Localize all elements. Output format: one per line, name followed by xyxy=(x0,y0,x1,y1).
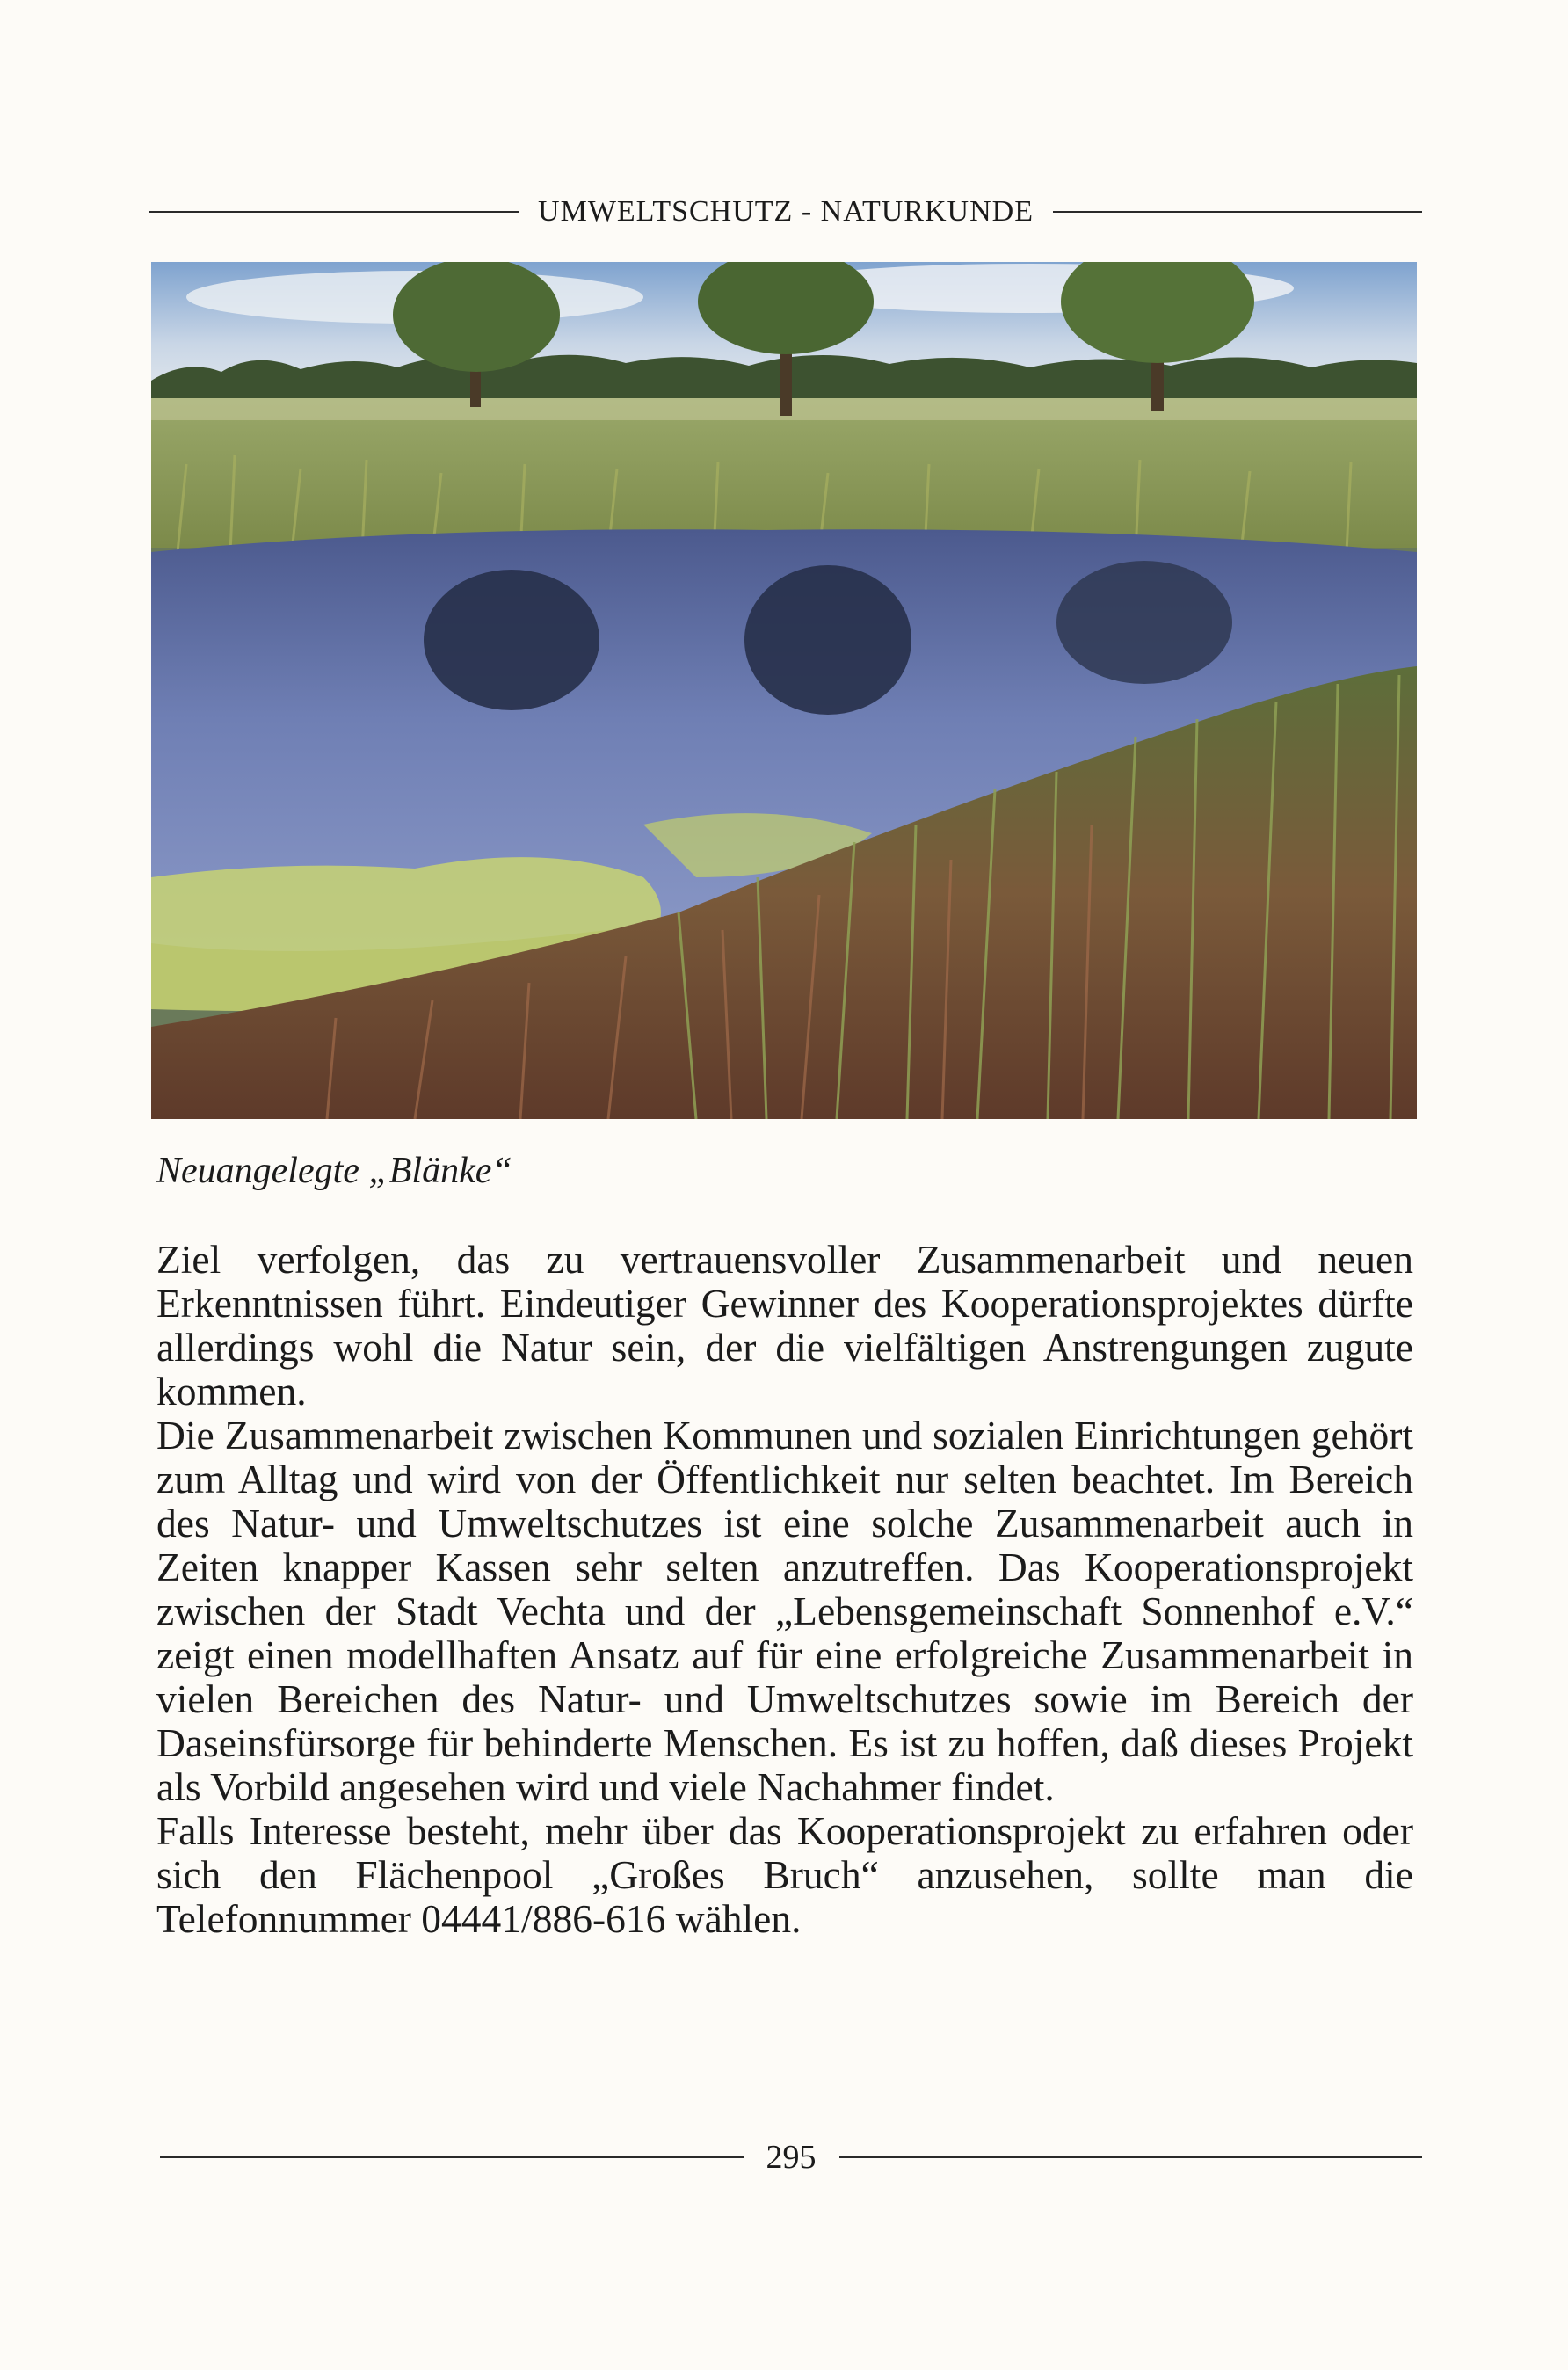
header-rule-left xyxy=(149,211,519,213)
photo-caption: Neuangelegte „Blänke“ xyxy=(156,1151,512,1191)
header-rule-right xyxy=(1053,211,1422,213)
page-number: 295 xyxy=(766,2139,817,2176)
page-footer xyxy=(160,2138,1422,2177)
paragraph: Falls Interesse besteht, mehr über das Kooperationsprojekt zu erfahren oder sich den Flächenpool „Großes Bruch“ anzusehen, sollte man die Telefonnummer 04441/886-616 wählen. xyxy=(156,1808,1413,1941)
paragraph: Die Zusammenarbeit zwischen Kommunen und sozialen Einrichtungen gehört zum Alltag und wird von der Öffentlichkeit nur selten beachtet. Im Bereich des Natur- und Umweltschutzes ist eine solche Zusammenarbeit auch in Zeiten knapper Kassen sehr selten anzutreffen. Das Kooperationsprojekt zwischen der Stadt Vechta und der „Lebensgemeinschaft Sonnenhof e.V.“ zeigt einen modellhaften Ansatz auf für eine erfolgreiche Zusammenarbeit in vielen Bereichen des Natur- und Umweltschutzes sowie im Bereich der Daseinsfürsorge für behinderte Menschen. Es ist zu hoffen, daß dieses Projekt als Vorbild angesehen wird und viele Nachahmer findet. xyxy=(156,1413,1413,1809)
running-title: UMWELTSCHUTZ - NATURKUNDE xyxy=(538,195,1034,228)
body-text xyxy=(156,1238,1413,1941)
footer-rule-right xyxy=(839,2156,1423,2158)
pond-photo-illustration xyxy=(151,262,1417,1119)
running-header xyxy=(149,195,1422,229)
paragraph: Ziel verfolgen, das zu vertrauensvoller Zusammenarbeit und neuen Erkenntnissen führt. Eindeutiger Gewinner des Kooperationsprojektes dürfte allerdings wohl die Natur sein, der die vielfältigen Anstrengungen zugute kommen. xyxy=(156,1237,1413,1414)
footer-rule-left xyxy=(160,2156,744,2158)
landscape-pond-photo xyxy=(151,262,1417,1119)
